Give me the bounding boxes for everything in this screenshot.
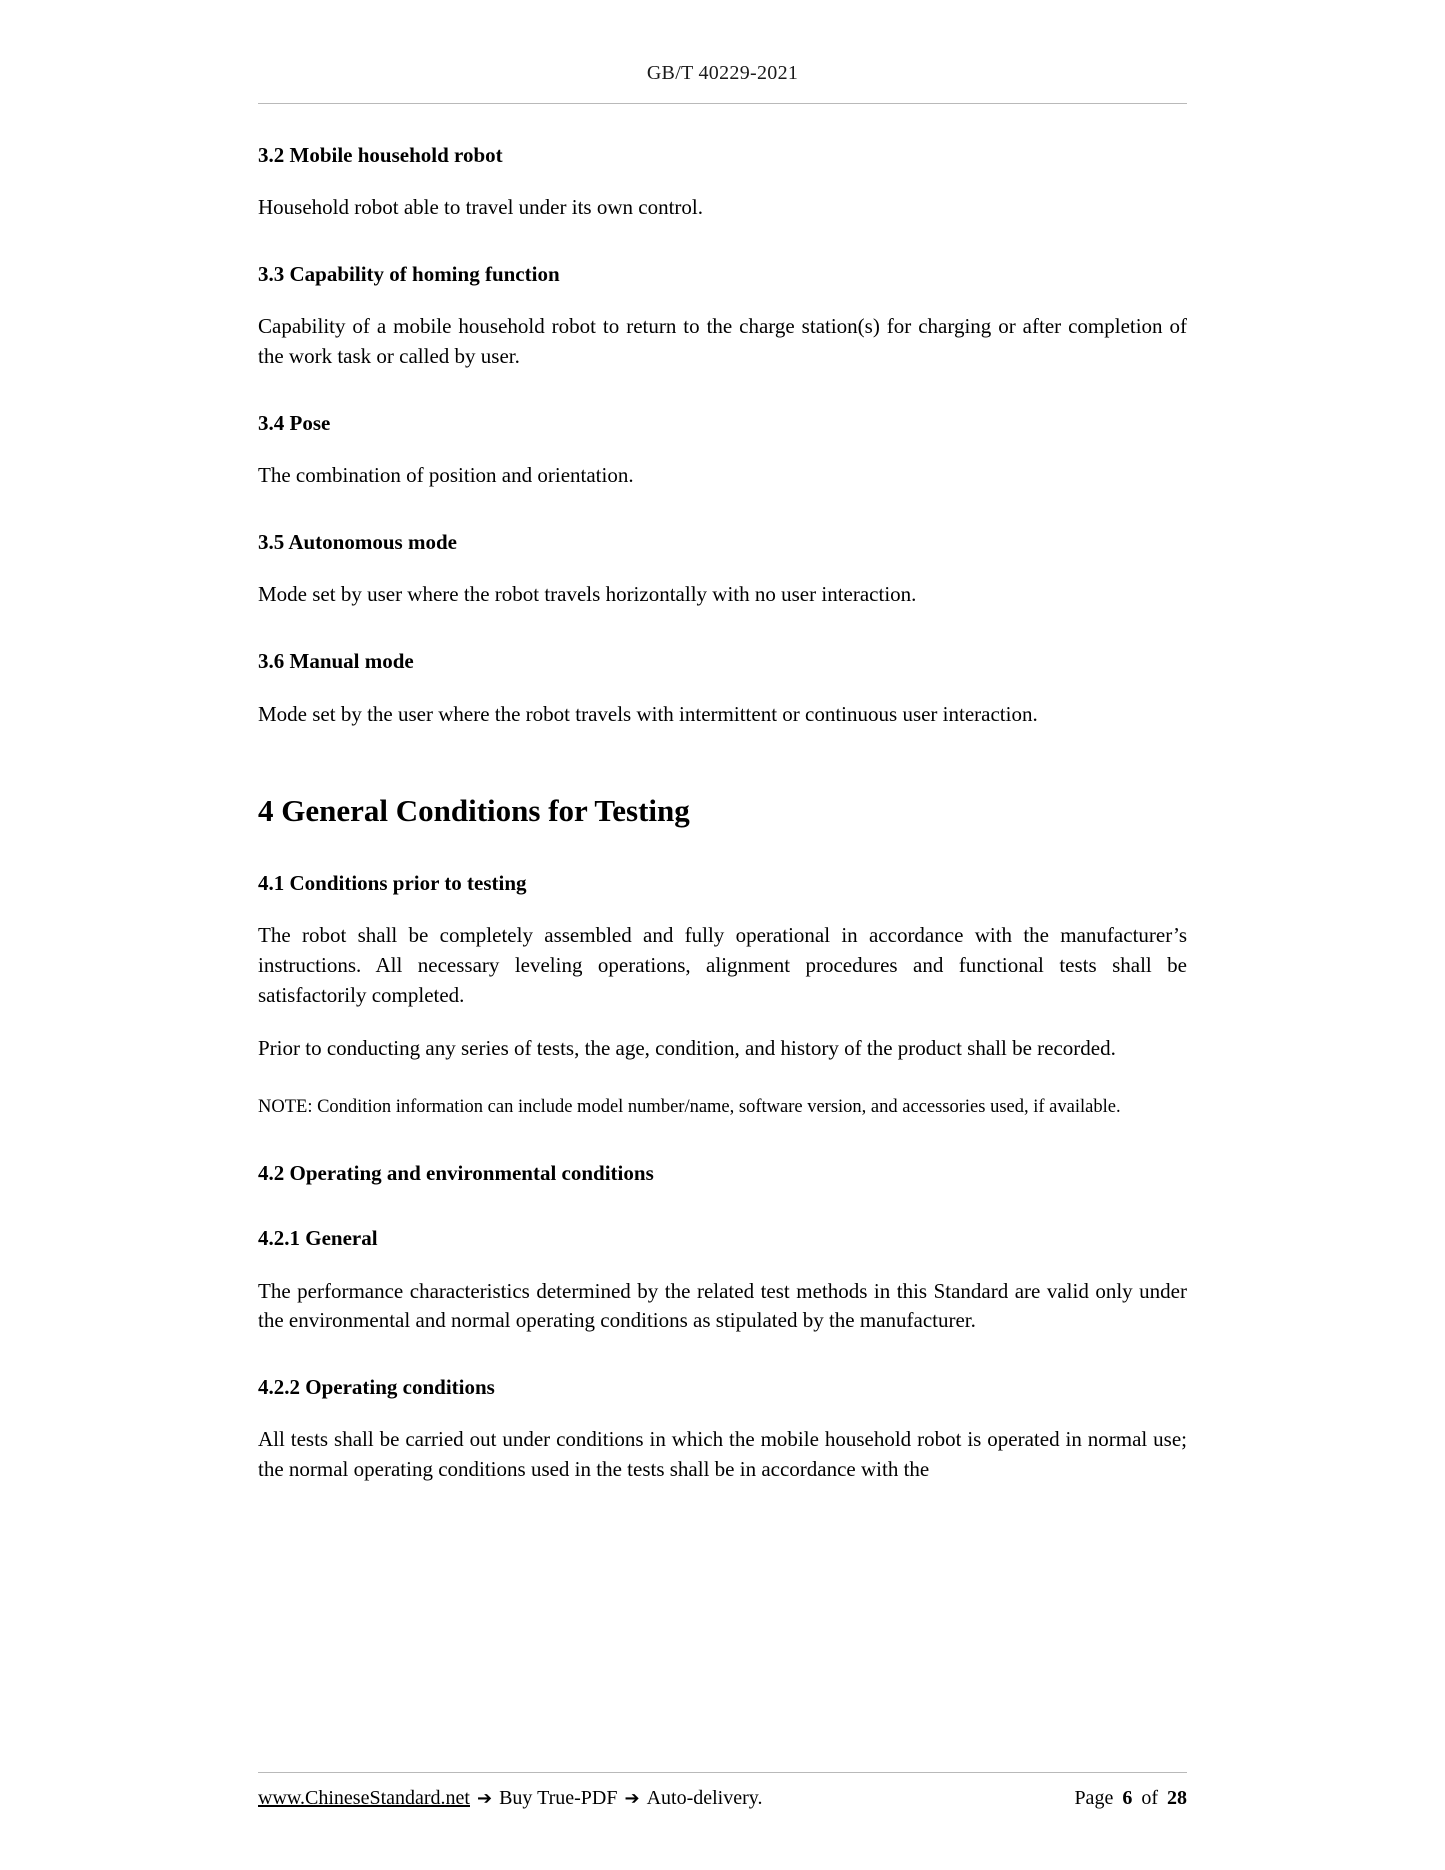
arrow-right-icon: ➔ xyxy=(477,1788,493,1809)
section-text-3-3: Capability of a mobile household robot to return to the charge station(s) for charging or after completion of the work task or called by user. xyxy=(258,314,1187,369)
of-label: of xyxy=(1141,1787,1158,1809)
section-text-4-2-2: All tests shall be carried out under conditions in which the mobile household robot is operated in normal use; the normal operating conditions used in the tests shall be in accordance with the xyxy=(258,1427,1187,1482)
section-text-3-4: The combination of position and orientation. xyxy=(258,463,634,488)
section-note-4-1: NOTE: Condition information can include model number/name, software version, and accessories used, if available. xyxy=(258,1097,1121,1118)
section-text-4-2-1: The performance characteristics determined by the related test methods in this Standard are valid only under the environmental and normal operating conditions as stipulated by the manufacturer. xyxy=(258,1278,1187,1333)
section-text-4-1-p2: Prior to conducting any series of tests, the age, condition, and history of the product shall be recorded. xyxy=(258,1036,1116,1061)
header-divider xyxy=(258,103,1187,104)
section-text-3-6: Mode set by the user where the robot travels with intermittent or continuous user interaction. xyxy=(258,701,1038,726)
section-text-4-1-p1: The robot shall be completely assembled and fully operational in accordance with the manufacturer’s instructions. All necessary leveling operations, alignment procedures and functional tests shall be satisfactorily completed. xyxy=(258,922,1187,1007)
section-heading-3-3: 3.3 Capability of homing function xyxy=(258,262,560,287)
section-text-3-2: Household robot able to travel under its own control. xyxy=(258,195,703,220)
standard-number: GB/T 40229-2021 xyxy=(646,62,799,84)
total-pages: 28 xyxy=(1167,1787,1187,1809)
buy-label: Buy True-PDF xyxy=(499,1787,618,1809)
section-heading-3-6: 3.6 Manual mode xyxy=(258,649,414,674)
arrow-right-icon-2: ➔ xyxy=(624,1788,640,1809)
section-heading-3-5: 3.5 Autonomous mode xyxy=(258,530,457,555)
section-heading-4-2-1: 4.2.1 General xyxy=(258,1226,378,1251)
section-heading-4-1: 4.1 Conditions prior to testing xyxy=(258,870,527,895)
clause-heading-4: 4 General Conditions for Testing xyxy=(258,793,690,829)
section-text-3-5: Mode set by user where the robot travels horizontally with no user interaction. xyxy=(258,582,917,607)
section-heading-4-2: 4.2 Operating and environmental conditions xyxy=(258,1160,654,1185)
page-indicator xyxy=(1074,1787,1187,1810)
section-heading-3-4: 3.4 Pose xyxy=(258,411,331,436)
document-body xyxy=(258,142,1187,1485)
section-heading-4-2-2: 4.2.2 Operating conditions xyxy=(258,1375,495,1400)
footer-promo xyxy=(258,1787,762,1810)
page-header xyxy=(0,0,1445,85)
footer-divider xyxy=(258,1772,1187,1773)
section-heading-3-2: 3.2 Mobile household robot xyxy=(258,143,503,167)
page-footer xyxy=(258,1772,1187,1810)
delivery-label: Auto-delivery. xyxy=(646,1787,763,1809)
website-link[interactable]: www.ChineseStandard.net xyxy=(258,1787,470,1809)
page-number: 6 xyxy=(1122,1787,1133,1809)
page-label: Page xyxy=(1074,1787,1114,1809)
